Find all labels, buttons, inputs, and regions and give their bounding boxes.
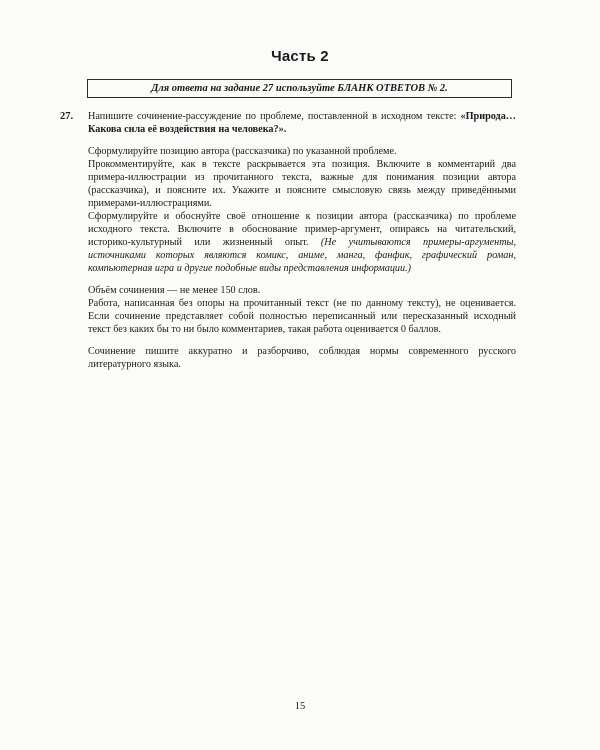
task-intro <box>88 110 516 136</box>
task-number: 27. <box>60 111 74 122</box>
task-intro-text: Напишите сочинение-рассуждение по проблеме, поставленной в исходном тексте: <box>88 111 461 122</box>
grading-rule: Работа, написанная без опоры на прочитанный текст (не по данному тексту), не оценивается. Если сочинение представляет собой полностью переписанный или пересказанный исходный текст без каких бы то ни было комментариев, такая работа оценивается 0 баллов. <box>88 298 516 335</box>
step-own-attitude-note: (Не учитываются примеры-аргументы, источниками которых являются комикс, аниме, манга, фанфик, графический роман, компьютерная игра и другие подобные виды представления информации.) <box>88 237 517 274</box>
problem-quote: «Природа… Какова сила её воздействия на человека?». <box>88 111 516 135</box>
step-own-attitude <box>88 210 516 275</box>
step-own-attitude-text: Сформулируйте и обоснуйте своё отношение к позиции автора (рассказчика) по проблеме исходного текста. Включите в обоснование пример-аргумент, опираясь на читательский, историко-культурный или жизненный опыт. <box>88 211 516 248</box>
task-27 <box>60 110 516 371</box>
part-title: Часть 2 <box>271 48 329 65</box>
step-comment: Прокомментируйте, как в тексте раскрывается эта позиция. Включите в комментарий два примера-иллюстрации из прочитанного текста, важные для понимания позиции автора (рассказчика), и поясните их. Укажите и поясните смысловую связь между приведёнными примерами-иллюстрациями. <box>88 159 516 209</box>
instruction-box: Для ответа на задание 27 используйте БЛАНК ОТВЕТОВ № 2. <box>87 79 512 98</box>
essay-volume: Объём сочинения — не менее 150 слов. <box>88 285 261 296</box>
closing-note: Сочинение пишите аккуратно и разборчиво, соблюдая нормы современного русского литературного языка. <box>88 346 516 370</box>
page-number: 15 <box>294 701 306 712</box>
task-body <box>88 110 516 371</box>
step-author-position: Сформулируйте позицию автора (рассказчика) по указанной проблеме. <box>88 146 397 157</box>
